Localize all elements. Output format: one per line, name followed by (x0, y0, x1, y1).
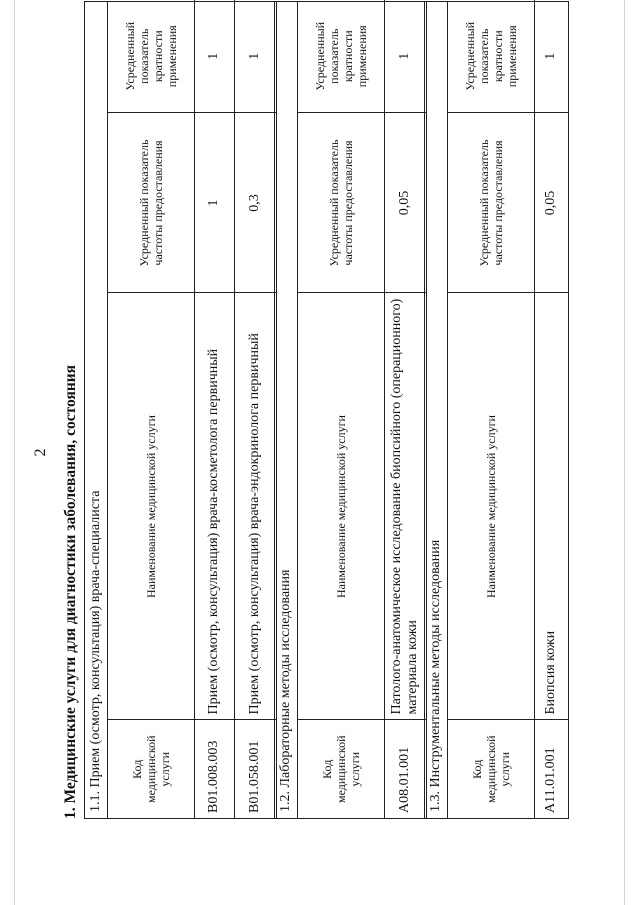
table-header-row (108, 0, 194, 818)
section-consultations (84, 1, 277, 819)
header-frequency: Усредненный показатель частоты предоставления (108, 113, 194, 293)
section-laboratory-methods (274, 1, 427, 819)
table-row (534, 0, 568, 818)
header-name: Наименование медицинской услуги (108, 293, 194, 720)
service-name: Прием (осмотр, консультация) врача-косметолога первичный (194, 293, 234, 720)
header-name: Наименование медицинской услуги (298, 293, 384, 720)
scan-edge-line (624, 0, 625, 905)
scan-edge-line (14, 0, 15, 905)
header-code: Код медицинской услуги (448, 720, 534, 818)
service-name: Биопсия кожи (534, 293, 568, 720)
section-title: 1.1. Прием (осмотр, консультация) врача-специалиста (85, 2, 108, 818)
main-heading: 1. Медицинские услуги для диагностики заболевания, состояния (62, 364, 79, 819)
table-row (384, 0, 426, 818)
header-multiplicity: Усредненный показатель кратности применения (448, 0, 534, 113)
service-multiplicity: 1 (534, 0, 568, 113)
table-row (194, 0, 234, 818)
header-frequency: Усредненный показатель частоты предоставления (448, 113, 534, 293)
page-number: 2 (32, 448, 49, 457)
service-multiplicity: 1 (384, 0, 426, 113)
service-code: B01.058.001 (234, 720, 276, 818)
service-multiplicity: 1 (194, 0, 234, 113)
service-name: Прием (осмотр, консультация) врача-эндокринолога первичный (234, 293, 276, 720)
service-frequency: 0,05 (534, 113, 568, 293)
table-header-row (448, 0, 534, 818)
section-instrumental-methods (424, 1, 569, 819)
service-multiplicity: 1 (234, 0, 276, 113)
header-code: Код медицинской услуги (108, 720, 194, 818)
header-multiplicity: Усредненный показатель кратности применения (298, 0, 384, 113)
service-code: B01.008.003 (194, 720, 234, 818)
header-code: Код медицинской услуги (298, 720, 384, 818)
header-name: Наименование медицинской услуги (448, 293, 534, 720)
section-title: 1.3. Инструментальные методы исследования (425, 2, 448, 818)
services-table (448, 0, 568, 818)
table-row (234, 0, 276, 818)
service-code: A11.01.001 (534, 720, 568, 818)
table-header-row (298, 0, 384, 818)
header-frequency: Усредненный показатель частоты предоставления (298, 113, 384, 293)
service-name: Патолого-анатомическое исследование биопсийного (операционного) материала кожи (384, 293, 426, 720)
header-multiplicity: Усредненный показатель кратности применения (108, 0, 194, 113)
services-table (298, 0, 426, 818)
service-frequency: 1 (194, 113, 234, 293)
services-table (108, 0, 276, 818)
service-code: A08.01.001 (384, 720, 426, 818)
section-title: 1.2. Лабораторные методы исследования (275, 2, 298, 818)
service-frequency: 0,05 (384, 113, 426, 293)
service-frequency: 0,3 (234, 113, 276, 293)
